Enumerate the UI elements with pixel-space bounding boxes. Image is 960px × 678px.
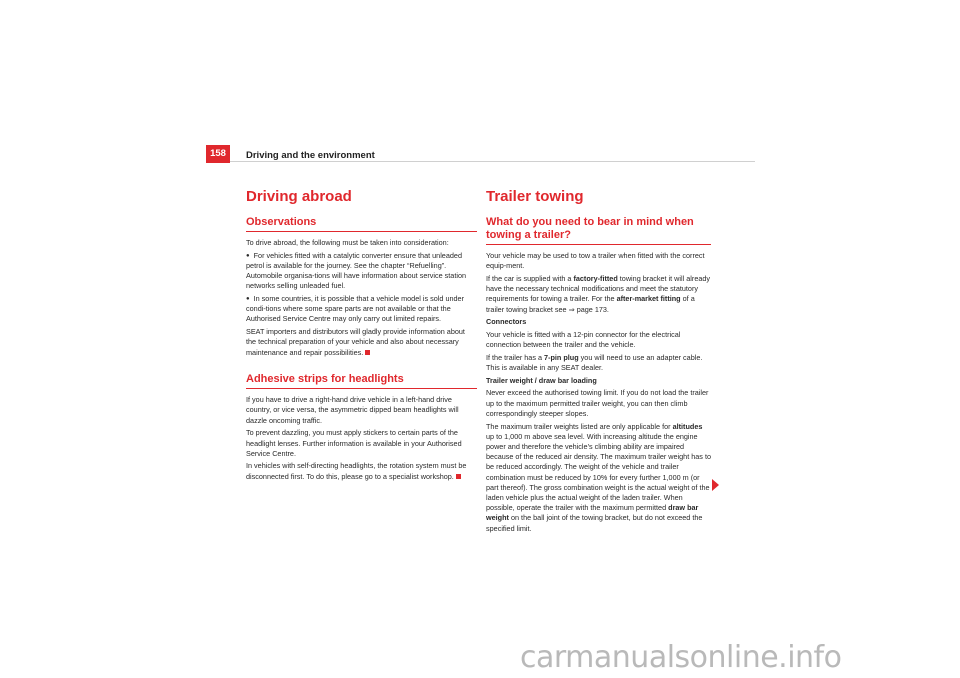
observations-paragraph: SEAT importers and distributors will gladly provide information about the technical preparation of your vehicle and also about necessary maintenance and repair possibilities. <box>246 327 465 357</box>
heading-observations: Observations <box>246 216 477 232</box>
heading-connectors: Connectors <box>486 317 527 327</box>
adhesive-paragraph-2: To prevent dazzling, you must apply stickers to certain parts of the headlight lenses. Further information is available in your Authorised Service Centre. <box>246 428 462 458</box>
section-title-driving-abroad: Driving abroad <box>246 188 352 205</box>
adhesive-paragraph-1: If you have to drive a right-hand drive vehicle in a left-hand drive country, or vice versa, the asymmetric dipped beam headlights will dazzle oncoming traffic. <box>246 395 459 425</box>
section-title-trailer-towing: Trailer towing <box>486 188 584 205</box>
weight-paragraph-2: The maximum trailer weights listed are only applicable for altitudes up to 1,000 m above sea level. With increasing altitude the engine power and therefore the vehicle's climbing ability are impaired because of the reduced air density. The maximum trailer weight has to be reduced accordingly. The weight of the vehicle and trailer combination must be reduced by 10% for every further 1,000 m (or part thereof). The gross combination weight is the actual weight of the laden vehicle plus the actual weight of the laden trailer. When possible, operate the trailer with the maximum permitted draw bar weight on the ball joint of the towing bracket, but do not exceed the specified limit. <box>486 421 711 533</box>
watermark: carmanualsonline.info <box>520 640 842 675</box>
heading-adhesive-strips: Adhesive strips for headlights <box>246 373 477 389</box>
heading-trailer-weight: Trailer weight / draw bar loading <box>486 375 597 385</box>
left-column <box>246 188 477 484</box>
towing-paragraph-2: If the car is supplied with a factory-fitted towing bracket it will already have the necessary technical modifications and meet the statutory requirements for towing a trailer. For the after-market fitting of a trailer towing bracket see ⇒ page 173. <box>486 273 711 314</box>
observations-bullet-2: ● In some countries, it is possible that a vehicle model is sold under condi-tions where some spare parts are not available or that the Authorised Service Centre may only carry out limited repairs. <box>246 294 477 325</box>
observations-bullet-1: ● For vehicles fitted with a catalytic converter ensure that unleaded petrol is available for the journey. See the chapter “Refuelling”. Automobile organisa-tions will have information about service station networks selling unleaded fuel. <box>246 251 477 292</box>
chapter-title: Driving and the environment <box>246 150 375 161</box>
adhesive-paragraph-3: In vehicles with self-directing headlights, the rotation system must be disconnected first. To do this, please go to a specialist workshop. <box>246 461 467 481</box>
right-column <box>486 188 711 536</box>
observations-intro: To drive abroad, the following must be taken into consideration: <box>246 238 449 247</box>
red-square-icon <box>365 350 370 355</box>
weight-paragraph-1: Never exceed the authorised towing limit. If you do not load the trailer up to the maximum permitted trailer weight, you can then climb correspondingly steeper slopes. <box>486 388 709 418</box>
towing-paragraph-1: Your vehicle may be used to tow a trailer when fitted with the correct equip-ment. <box>486 251 705 271</box>
page-number: 158 <box>206 145 230 163</box>
connectors-paragraph-2: If the trailer has a 7-pin plug you will need to use an adapter cable. This is available in any SEAT dealer. <box>486 352 703 373</box>
red-triangle-arrow-icon <box>712 479 719 491</box>
heading-towing-considerations: What do you need to bear in mind when towing a trailer? <box>486 216 711 245</box>
red-square-icon <box>456 474 461 479</box>
connectors-paragraph-1: Your vehicle is fitted with a 12-pin connector for the electrical connection between the trailer and the vehicle. <box>486 329 681 350</box>
header-divider <box>230 161 755 162</box>
